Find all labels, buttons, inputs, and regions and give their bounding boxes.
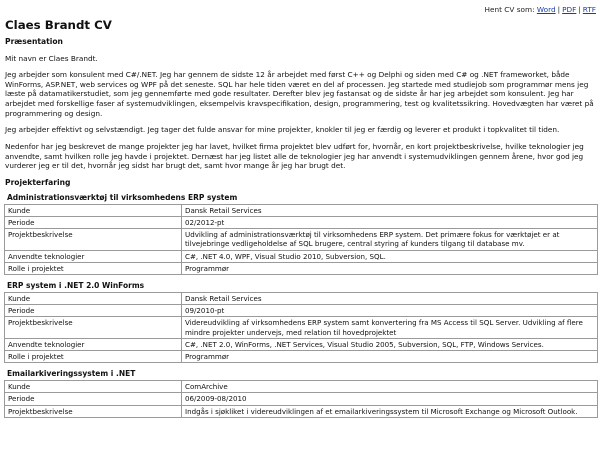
project-title: ERP system i .NET 2.0 WinForms (7, 281, 145, 291)
row-value: C#, .NET 4.0, WPF, Visual Studio 2010, Subversion, SQL. (182, 250, 598, 262)
intro-paragraph: Jeg arbejder effektivt og selvstændigt. Jeg tager det fulde ansvar for mine projekter, knokler til jeg er færdig og leverer et produkt i topkvalitet til tiden. (5, 125, 560, 135)
intro-paragraph: Jeg arbejder som konsulent med C#/.NET. Jeg har gennem de sidste 12 år arbejdet med først C++ og Delphi og siden med C# og .NET frameworket, både WinForms, ASP.NET, web services og WPF på det seneste. SQL har hele tiden været en del af processen. Jeg startede med studiejob som programmør mens jeg læste på datamatikerstudiet, som jeg gennemførte med gode resultater. Derefter blev jeg fastansat og de sidste år har jeg arbejdet som konsulent. Jeg har arbejdet med forskellige faser af systemudviklingen, eksempelvis kravspecifikation, design, programmering, test og kvalitetssikring. Hovedvægten har været på programmering og design. (5, 70, 594, 118)
intro-paragraph: Nedenfor har jeg beskrevet de mange projekter jeg har lavet, hvilket firma projektet blev udført for, hvornår, en kort projektbeskrivelse, hvilke teknologier jeg anvendte, samt hvilken rolle jeg havde i projektet. Dernæst har jeg listet alle de teknologier jeg har anvendt i systemudviklingen gennem årene, hvor god jeg vurderer jeg er til det, hvornår jeg sidst har brugt det, samt hvor mange år jeg har brugt det. (5, 141, 584, 171)
table-row (5, 317, 598, 338)
project-table (4, 204, 598, 275)
download-rtf-link[interactable]: RTF (582, 5, 596, 14)
project-table (4, 292, 598, 363)
table-row (5, 262, 598, 274)
row-value: Dansk Retail Services (182, 292, 598, 304)
row-key: Kunde (5, 292, 182, 304)
row-key: Projektbeskrivelse (5, 405, 182, 417)
row-key: Kunde (5, 204, 182, 216)
download-label: Hent CV som: (484, 5, 535, 14)
row-key: Rolle i projektet (5, 351, 182, 363)
download-word-link[interactable]: Word (536, 5, 556, 14)
page-title: Claes Brandt CV (5, 18, 112, 32)
table-row (5, 338, 598, 350)
row-key: Rolle i projektet (5, 262, 182, 274)
row-value: Udvikling af administrationsværktøj til virksomhedens ERP system. Det primære fokus for værktøjet er at tilvejebringe vedligeholdelse af SQL brugere, central styring af kunders tilgang til database mv. (182, 229, 598, 250)
table-row (5, 351, 598, 363)
download-pdf-link[interactable]: PDF (562, 5, 577, 14)
table-row (5, 405, 598, 417)
row-value: Dansk Retail Services (182, 204, 598, 216)
table-row (5, 292, 598, 304)
table-row (5, 229, 598, 250)
download-separator: | (557, 5, 561, 14)
project-section (4, 193, 596, 275)
row-value: ComArchive (182, 381, 598, 393)
presentation-heading: Præsentation (5, 36, 63, 46)
row-value: Programmør (182, 262, 598, 274)
table-row (5, 381, 598, 393)
row-key: Anvendte teknologier (5, 338, 182, 350)
download-bar (485, 5, 596, 15)
experience-heading: Projekterfaring (5, 177, 71, 187)
row-key: Periode (5, 305, 182, 317)
project-section (4, 369, 596, 418)
row-key: Kunde (5, 381, 182, 393)
project-table (4, 380, 598, 418)
table-row (5, 250, 598, 262)
row-key: Projektbeskrivelse (5, 229, 182, 250)
table-row (5, 216, 598, 228)
download-separator: | (578, 5, 581, 14)
row-key: Periode (5, 216, 182, 228)
project-section (4, 281, 596, 363)
row-value: 09/2010-pt (182, 305, 598, 317)
table-row (5, 204, 598, 216)
row-value: Videreudvikling af virksomhedens ERP system samt konvertering fra MS Access til SQL Server. Udvikling af flere mindre projekter undervejs, med relation til hovedprojektet (182, 317, 598, 338)
row-value: Indgås i sjøkliket i videreudviklingen af et emailarkiveringssystem til Microsoft Exchange og Microsoft Outlook. (182, 405, 598, 417)
table-row (5, 305, 598, 317)
row-value: Programmør (182, 351, 598, 363)
project-title: Emailarkiveringssystem i .NET (7, 369, 136, 379)
row-key: Periode (5, 393, 182, 405)
project-title: Administrationsværktøj til virksomhedens ERP system (7, 192, 238, 202)
intro-paragraph: Mit navn er Claes Brandt. (5, 53, 98, 63)
row-value: 06/2009-08/2010 (182, 393, 598, 405)
row-value: 02/2012-pt (182, 216, 598, 228)
table-row (5, 393, 598, 405)
row-key: Projektbeskrivelse (5, 317, 182, 338)
row-key: Anvendte teknologier (5, 250, 182, 262)
row-value: C#, .NET 2.0, WinForms, .NET Services, Visual Studio 2005, Subversion, SQL, FTP, Windows Services. (182, 338, 598, 350)
